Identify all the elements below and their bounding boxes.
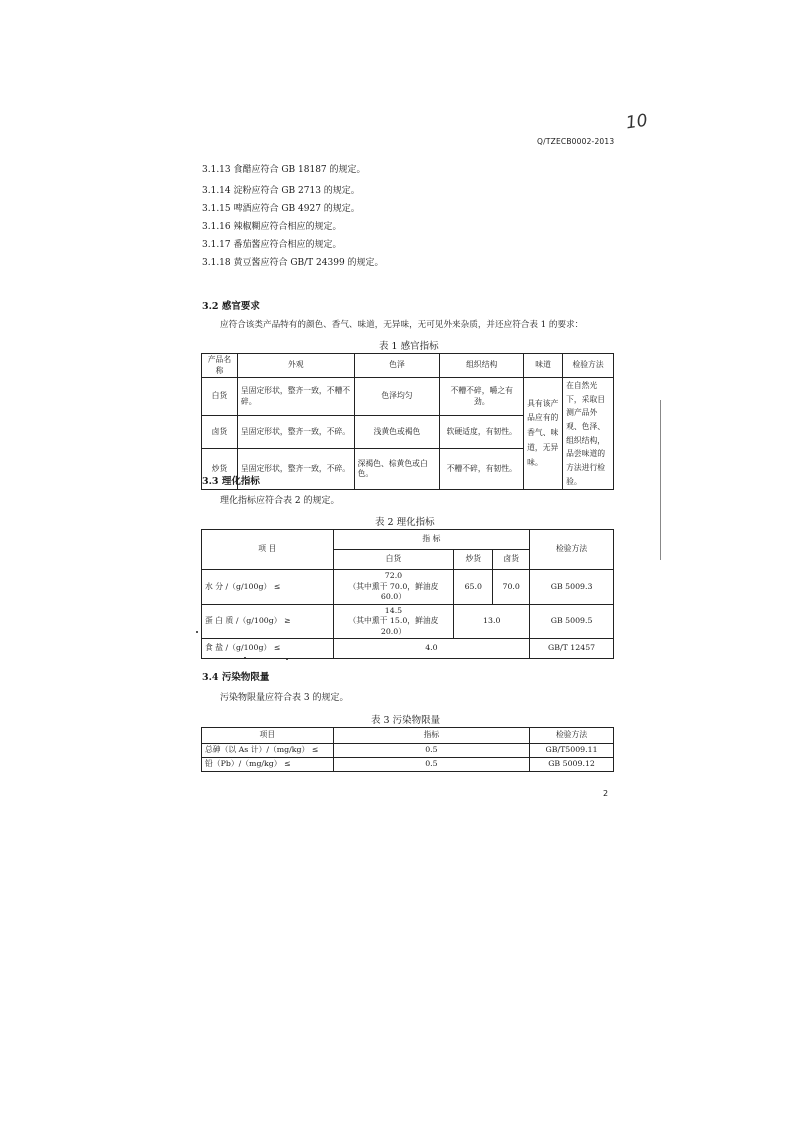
table-1-texture: 不糟不碎，有韧性。 — [440, 449, 524, 490]
table-2-value: 65.0 — [454, 570, 493, 605]
table-2-white-cell — [333, 570, 454, 605]
scan-speck — [244, 657, 246, 658]
table-1-header: 外观 — [237, 354, 354, 378]
table-1-product: 卤货 — [202, 416, 238, 449]
clause-3-1-15: 3.1.15 啤酒应符合 GB 4927 的规定。 — [202, 204, 360, 214]
table-1-header: 组织结构 — [440, 354, 524, 378]
table-1-header: 味道 — [524, 354, 563, 378]
table-2-item: 食 盐 /（g/100g） ≤ — [202, 639, 334, 659]
table-1-product: 白货 — [202, 378, 238, 416]
table-2-physicochemical — [201, 529, 614, 659]
table-1-taste: 具有该产品应有的香气、味道，无异味。 — [524, 378, 563, 490]
table-2-subheader: 白货 — [333, 550, 454, 570]
table-1-header: 产品名称 — [202, 354, 238, 378]
clause-3-1-16: 3.1.16 辣椒糊应符合相应的规定。 — [202, 222, 342, 232]
clause-3-1-18: 3.1.18 黄豆酱应符合 GB/T 24399 的规定。 — [202, 258, 384, 268]
page-number: 2 — [603, 789, 609, 798]
table-3-value: 0.5 — [333, 758, 529, 772]
table-3-caption: 表 3 污染物限量 — [371, 715, 441, 726]
table-1-appearance: 呈固定形状，整齐一致，不碎。 — [237, 449, 354, 490]
table-1-color: 色泽均匀 — [354, 378, 440, 416]
table-2-index-header: 指 标 — [333, 530, 530, 550]
table-1-caption: 表 1 感官指标 — [379, 341, 439, 352]
clause-3-1-17: 3.1.17 番茄酱应符合相应的规定。 — [202, 240, 342, 250]
scan-edge-mark — [660, 400, 661, 560]
table-2-method: GB 5009.3 — [530, 570, 614, 605]
table-1-sensory — [201, 353, 614, 490]
table-3-header: 检验方法 — [530, 728, 614, 744]
table-3-item: 总砷（以 As 计）/（mg/kg） ≤ — [202, 744, 334, 758]
table-2-caption: 表 2 理化指标 — [375, 517, 435, 528]
document-id: Q/TZECB0002-2013 — [537, 137, 615, 146]
table-3-item: 铅（Pb）/（mg/kg） ≤ — [202, 758, 334, 772]
table-2-value: 13.0 — [454, 604, 530, 639]
table-2-value: 70.0 — [493, 570, 530, 605]
table-3-contaminants — [201, 727, 614, 772]
table-3-value: 0.5 — [333, 744, 529, 758]
table-1-color: 深褐色、棕黄色或白色。 — [354, 449, 440, 490]
scan-speck — [286, 659, 288, 660]
section-title-3-3: 3.3 理化指标 — [202, 476, 260, 487]
scan-speck — [196, 631, 198, 633]
table-2-method: GB/T 12457 — [530, 639, 614, 659]
table-2-method-header: 检验方法 — [530, 530, 614, 570]
table-2-method: GB 5009.5 — [530, 604, 614, 639]
table-2-value: 4.0 — [333, 639, 530, 659]
table-2-white-cell — [333, 604, 454, 639]
table-3-method: GB/T5009.11 — [530, 744, 614, 758]
table-1-header: 检验方法 — [563, 354, 614, 378]
table-1-method: 在自然光下，采取目测产品外观、色泽、组织结构，品尝味道的方法进行检验。 — [563, 378, 614, 490]
table-1-product: 炒货 — [202, 449, 238, 490]
table-2-subheader: 卤货 — [493, 550, 530, 570]
table-3-method: GB 5009.12 — [530, 758, 614, 772]
section-title-3-4: 3.4 污染物限量 — [202, 672, 270, 683]
table-1-header: 色泽 — [354, 354, 440, 378]
section-intro-3-4: 污染物限量应符合表 3 的规定。 — [220, 693, 349, 703]
table-3-header: 指标 — [333, 728, 529, 744]
table-2-note: （其中熏干 15.0，鲜油皮 20.0） — [348, 616, 439, 636]
table-2-item: 水 分 /（g/100g） ≤ — [202, 570, 334, 605]
table-2-item-header: 项 目 — [202, 530, 334, 570]
table-1-appearance: 呈固定形状，整齐一致，不碎。 — [237, 416, 354, 449]
table-2-item: 蛋 白 质 /（g/100g） ≥ — [202, 604, 334, 639]
section-title-3-2: 3.2 感官要求 — [202, 301, 260, 312]
section-intro-3-3: 理化指标应符合表 2 的规定。 — [220, 496, 340, 506]
table-1-texture: 软硬适度，有韧性。 — [440, 416, 524, 449]
handwritten-page-number: 10 — [624, 110, 649, 134]
table-3-header: 项目 — [202, 728, 334, 744]
table-2-value: 14.5 — [384, 605, 403, 615]
clause-3-1-14: 3.1.14 淀粉应符合 GB 2713 的规定。 — [202, 186, 360, 196]
table-1-color: 浅黄色或褐色 — [354, 416, 440, 449]
table-2-subheader: 炒货 — [454, 550, 493, 570]
table-2-value: 72.0 — [384, 571, 403, 580]
table-1-texture: 不糟不碎，嚼之有劲。 — [440, 378, 524, 416]
table-1-appearance: 呈固定形状，整齐一致，不糟不碎。 — [237, 378, 354, 416]
section-intro-3-2: 应符合该类产品特有的颜色、香气、味道，无异味，无可见外来杂质，并还应符合表 1 的要求： — [220, 320, 584, 330]
table-2-note: （其中熏干 70.0，鲜油皮 60.0） — [348, 581, 439, 602]
clause-3-1-13: 3.1.13 食醋应符合 GB 18187 的规定。 — [202, 165, 366, 175]
